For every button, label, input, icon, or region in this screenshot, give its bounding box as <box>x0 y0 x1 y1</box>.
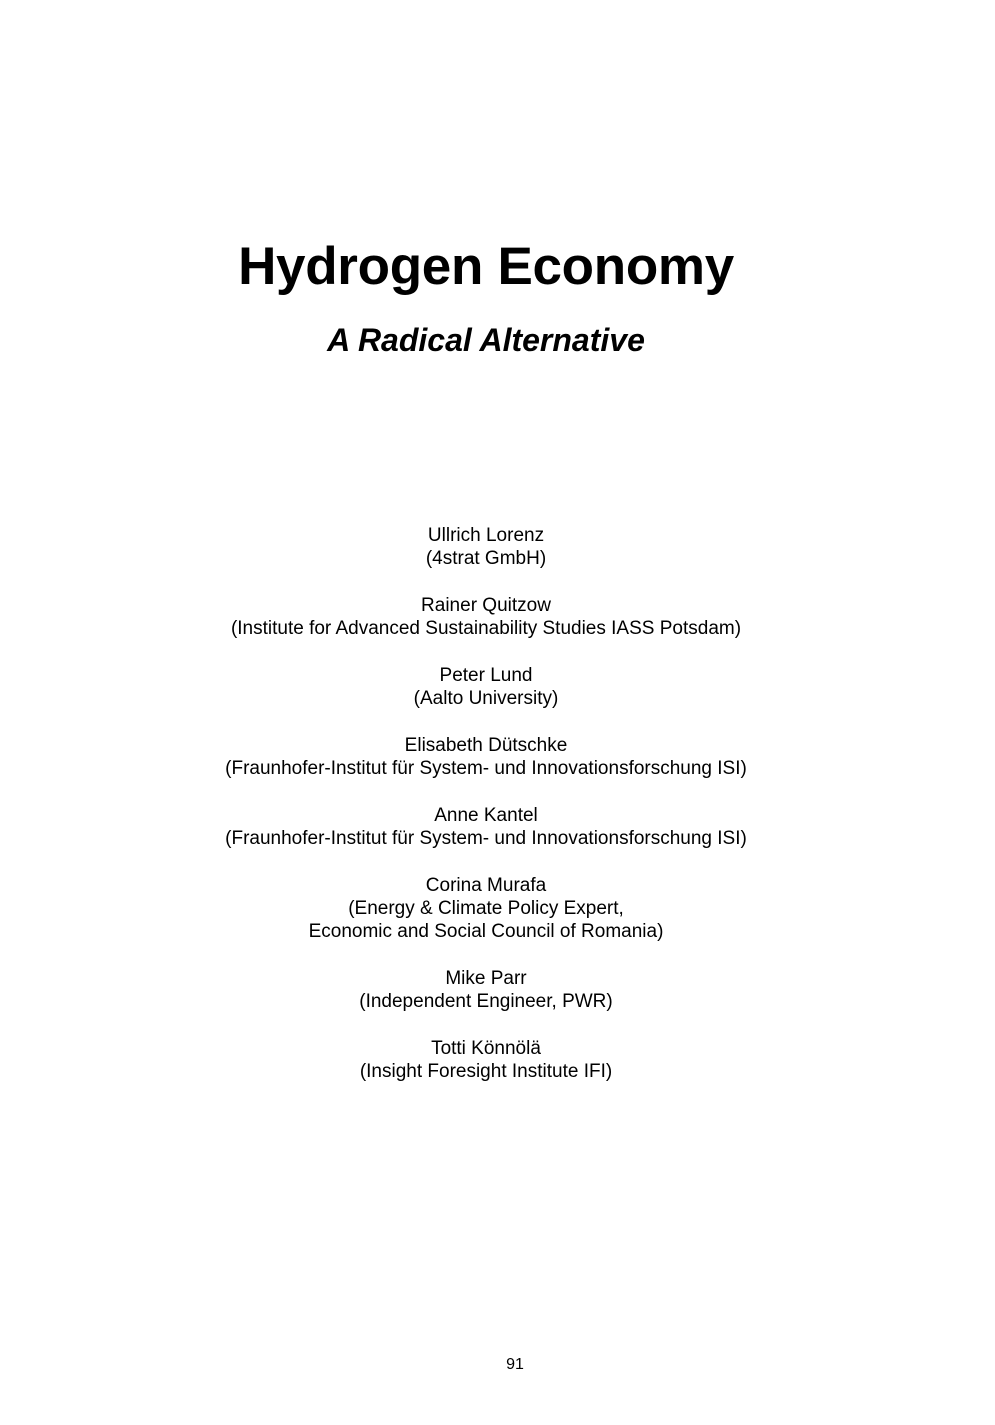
author-list <box>0 524 972 1107</box>
author-name: Mike Parr <box>445 968 527 989</box>
author-entry <box>0 594 972 640</box>
author-affiliation: (Independent Engineer, PWR) <box>359 991 613 1012</box>
author-affiliation: (4strat GmbH) <box>425 548 547 569</box>
author-name: Ullrich Lorenz <box>427 525 545 546</box>
author-affiliation: (Insight Foresight Institute IFI) <box>359 1061 613 1082</box>
author-entry <box>0 874 972 943</box>
author-entry <box>0 967 972 1013</box>
author-affiliation: (Fraunhofer-Institut für System- und Innovationsforschung ISI) <box>225 828 747 849</box>
page-number: 91 <box>506 1356 524 1373</box>
author-affiliation: (Institute for Advanced Sustainability Studies IASS Potsdam) <box>230 618 742 639</box>
author-entry <box>0 1037 972 1083</box>
author-affiliation: (Energy & Climate Policy Expert, <box>348 898 624 919</box>
author-name: Corina Murafa <box>425 875 547 896</box>
author-entry <box>0 524 972 570</box>
author-entry <box>0 664 972 710</box>
author-affiliation: (Fraunhofer-Institut für System- und Innovationsforschung ISI) <box>225 758 747 779</box>
author-name: Rainer Quitzow <box>421 595 551 616</box>
author-entry <box>0 734 972 780</box>
document-subtitle: A Radical Alternative <box>327 322 645 358</box>
author-entry <box>0 804 972 850</box>
author-name: Totti Könnölä <box>431 1038 541 1059</box>
author-name: Anne Kantel <box>434 805 538 826</box>
author-affiliation: (Aalto University) <box>413 688 559 709</box>
document-title: Hydrogen Economy <box>238 237 734 296</box>
author-name: Elisabeth Dütschke <box>404 735 568 756</box>
author-affiliation: Economic and Social Council of Romania) <box>308 921 664 942</box>
author-name: Peter Lund <box>439 665 533 686</box>
